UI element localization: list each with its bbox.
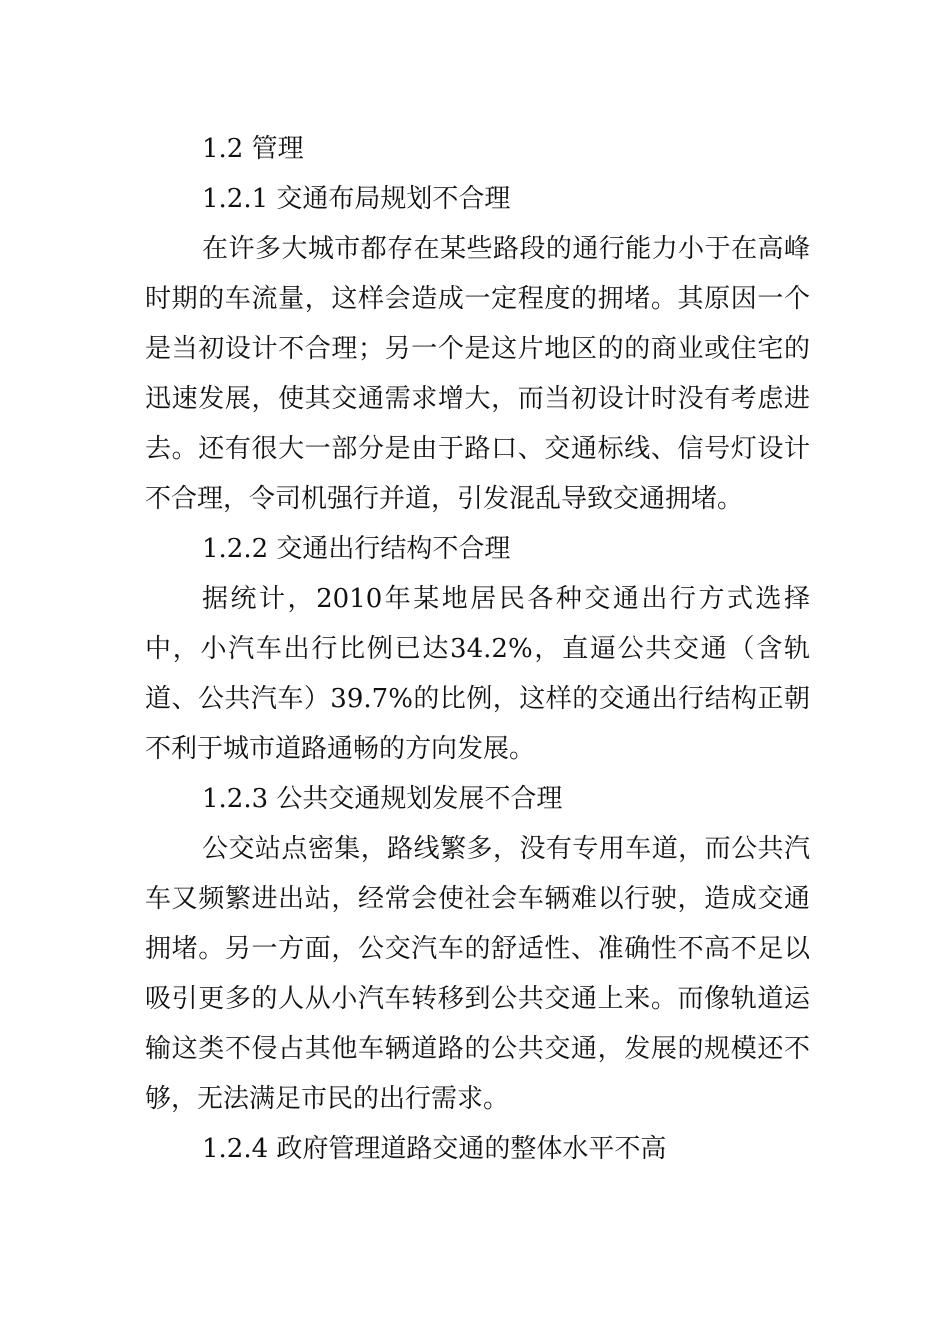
section-heading-1-2-1: 1.2.1 交通布局规划不合理 xyxy=(202,184,511,214)
paragraph-layout-planning: 在许多大城市都存在某些路段的通行能力小于在高峰时期的车流量，这样会造成一定程度的拥堵。其原因一个是当初设计不合理；另一个是这片地区的的商业或住宅的迅速发展，使其交通需求增大，而当初设计时没有考虑进去。还有很大一部分是由于路口、交通标线、信号灯设计不合理，令司机强行并道，引发混乱导致交通拥堵。 xyxy=(145,234,810,514)
paragraph-public-transit: 公交站点密集，路线繁多，没有专用车道，而公共汽车又频繁进出站，经常会使社会车辆难以行驶，造成交通拥堵。另一方面，公交汽车的舒适性、准确性不高不足以吸引更多的人从小汽车转移到公共交通上来。而像轨道运输这类不侵占其他车辆道路的公共交通，发展的规模还不够，无法满足市民的出行需求。 xyxy=(145,834,810,1114)
paragraph-travel-structure: 据统计，2010年某地居民各种交通出行方式选择中，小汽车出行比例已达34.2%，直逼公共交通（含轨道、公共汽车）39.7%的比例，这样的交通出行结构正朝不利于城市道路通畅的方向发展。 xyxy=(145,584,810,764)
document-body xyxy=(145,124,810,1174)
section-heading-1-2: 1.2 管理 xyxy=(202,134,304,164)
section-heading-1-2-4: 1.2.4 政府管理道路交通的整体水平不高 xyxy=(202,1134,667,1164)
section-heading-1-2-3: 1.2.3 公共交通规划发展不合理 xyxy=(202,784,563,814)
section-heading-1-2-2: 1.2.2 交通出行结构不合理 xyxy=(202,534,511,564)
